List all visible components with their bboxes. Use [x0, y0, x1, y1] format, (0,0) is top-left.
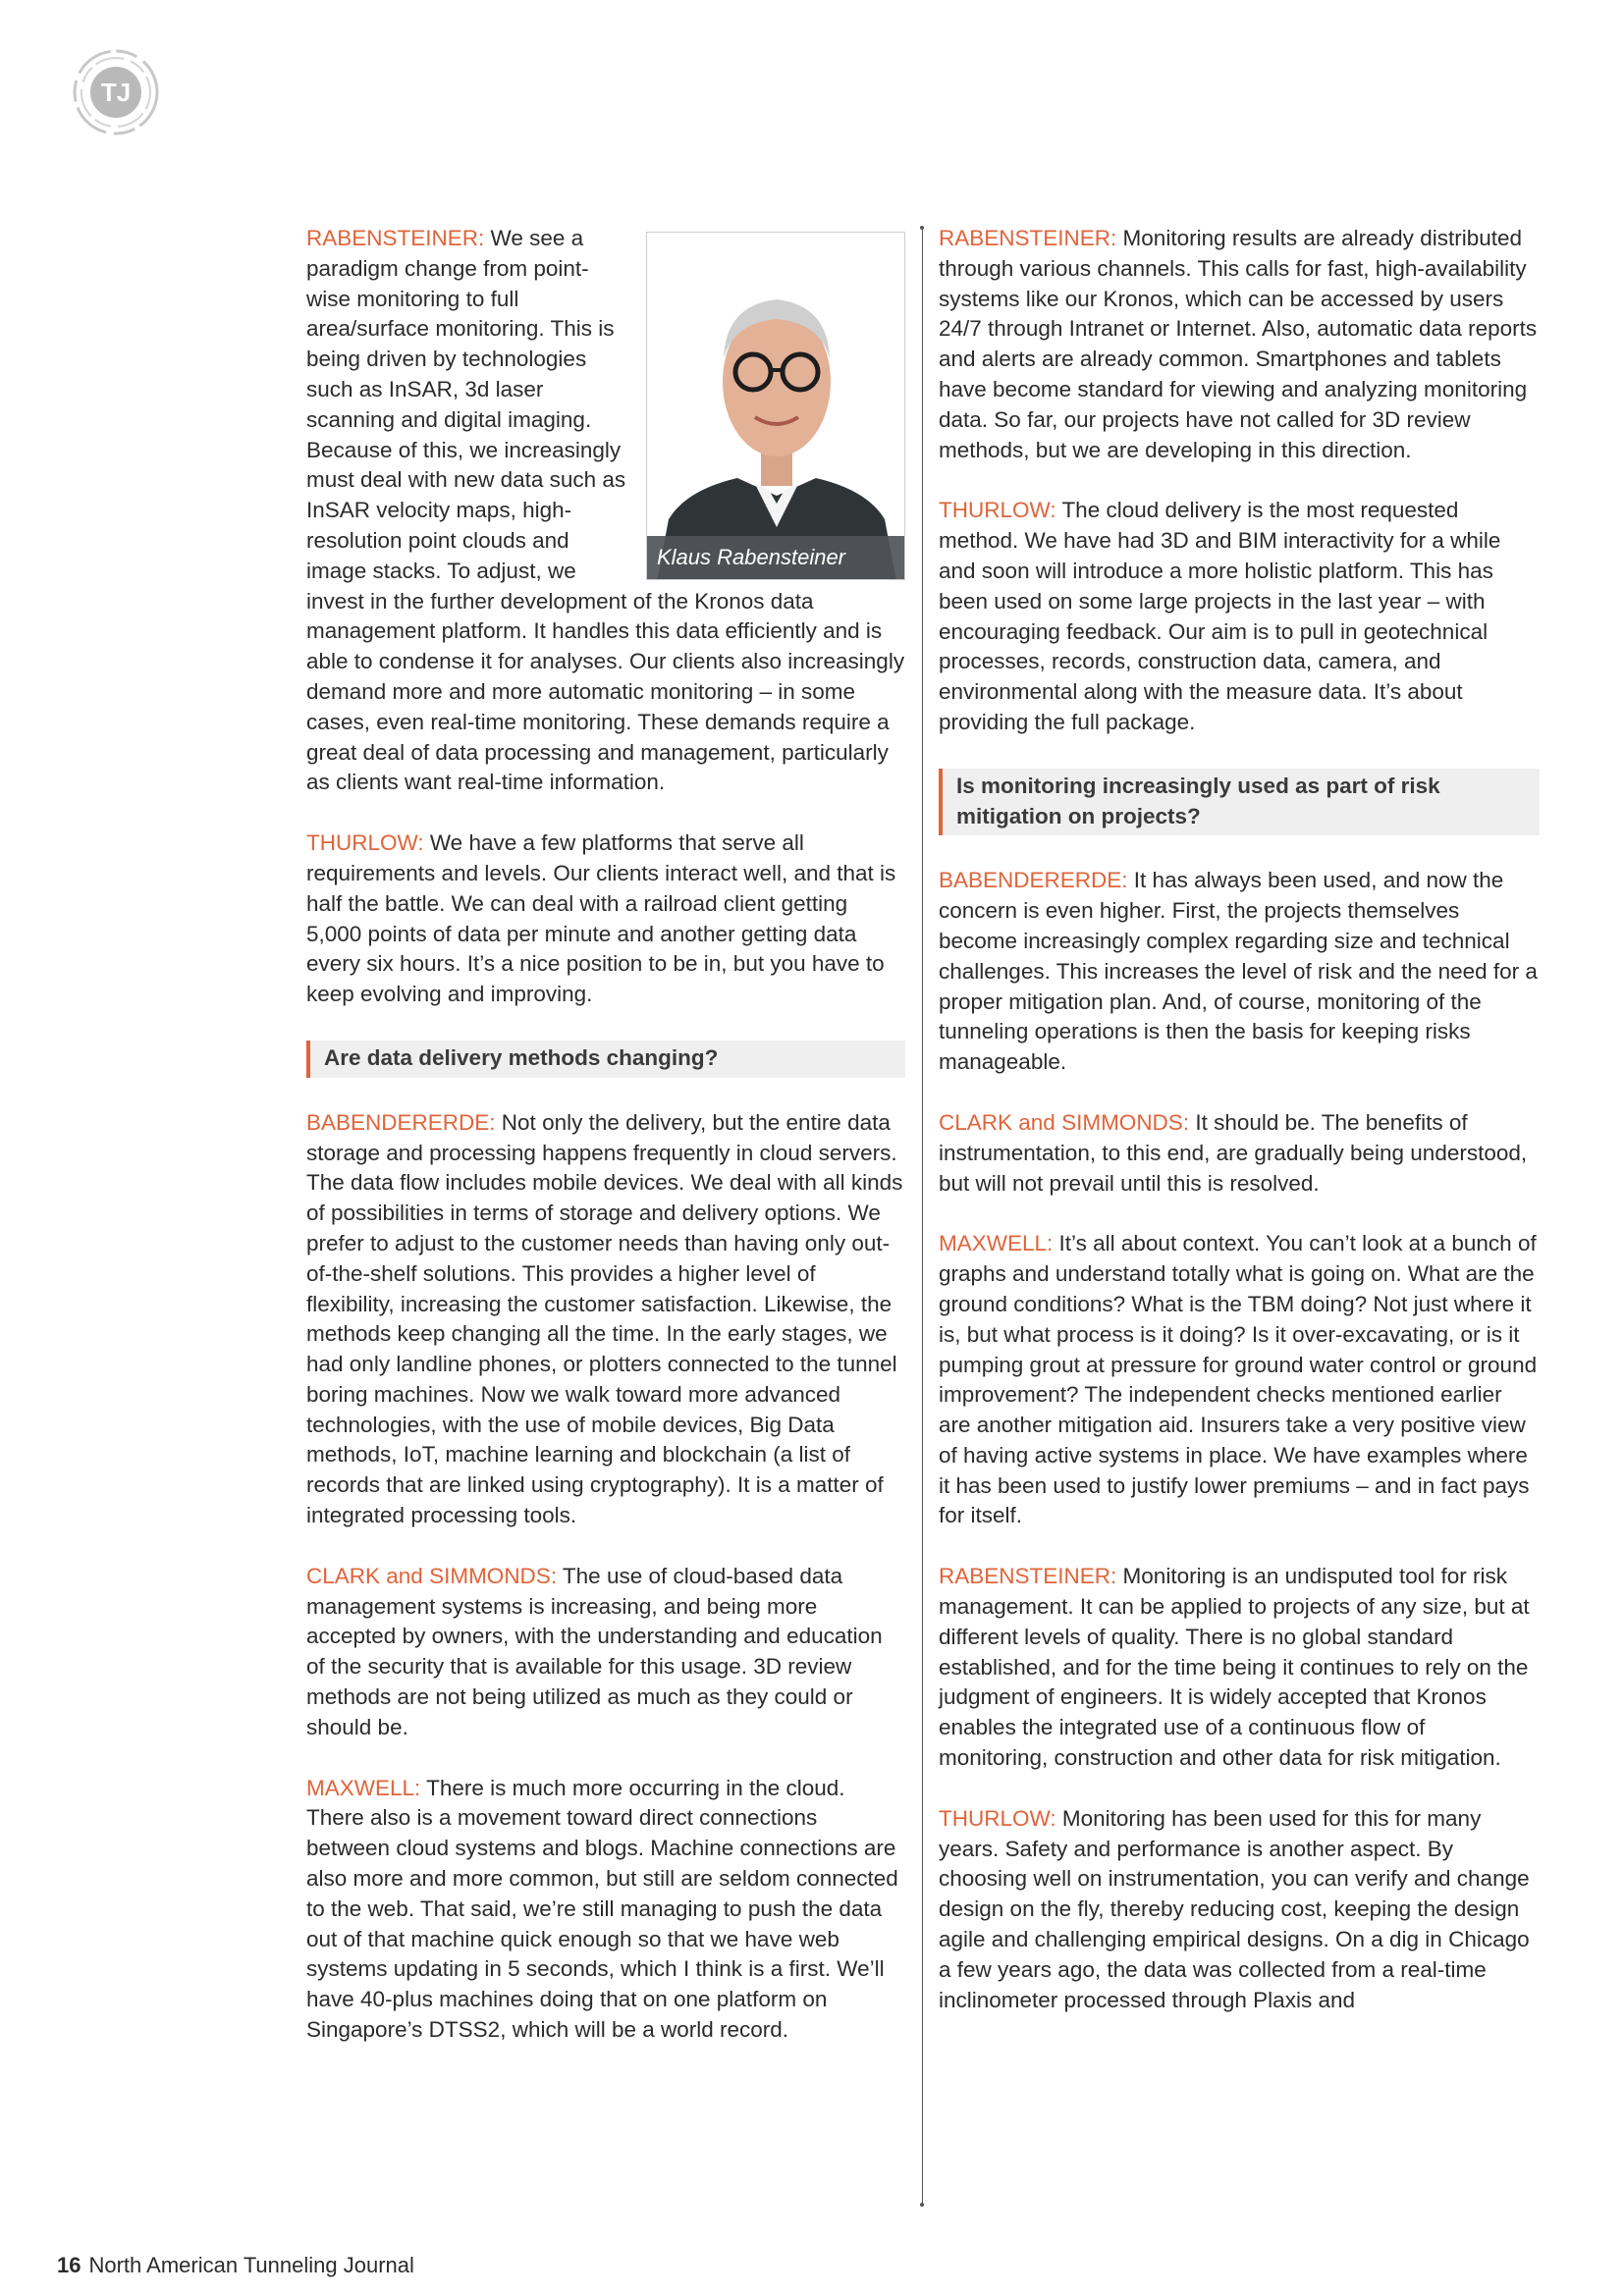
- question-heading: Are data delivery methods changing?: [306, 1041, 905, 1078]
- answer-paragraph: [306, 1774, 905, 2046]
- speaker-name: THURLOW:: [939, 1805, 1056, 1831]
- speaker-name: RABENSTEINER:: [939, 1564, 1117, 1589]
- answer-text: It has always been used, and now the concern is even higher. First, the projects themselves become increasingly complex regarding size and technical challenges. This increases the level of risk and the need for a proper mitigation plan. And, of course, monitoring of the tunneling operations is then the basis for keeping risks manageable.: [939, 868, 1538, 1075]
- question-heading: Is monitoring increasingly used as part of risk mitigation on projects?: [939, 769, 1540, 836]
- portrait-illustration: [647, 233, 905, 580]
- photo-caption: Klaus Rabensteiner: [647, 536, 904, 579]
- answer-text: We have a few platforms that serve all requirements and levels. Our clients interact well, and that is half the battle. We can deal with a railroad client getting 5,000 points of data per minute and another getting data every six hours. It’s a nice position to be in, but you have to keep evolving and improving.: [306, 830, 896, 1007]
- publication-name: North American Tunneling Journal: [88, 2253, 414, 2277]
- speaker-name: THURLOW:: [306, 830, 424, 856]
- speaker-name: MAXWELL:: [939, 1231, 1054, 1256]
- answer-paragraph: [939, 1229, 1540, 1531]
- speaker-name: RABENSTEINER:: [939, 226, 1117, 250]
- tj-logo-icon: [71, 47, 161, 137]
- speaker-name: MAXWELL:: [306, 1775, 421, 1800]
- answer-paragraph: [939, 496, 1540, 737]
- speaker-name: THURLOW:: [939, 498, 1056, 523]
- answer-text: Monitoring results are already distributed through various channels. This calls for fast, high-availability systems like our Kronos, which can be accessed by users 24/7 through Intranet or Internet. Also, automatic data reports and alerts are already common. Smartphones and tablets have become standard for viewing and analyzing monitoring data. So far, our projects have not called for 3D review methods, but we are developing in this direction.: [939, 226, 1538, 462]
- speaker-name: BABENDERERDE:: [939, 868, 1128, 893]
- answer-paragraph: [939, 1108, 1540, 1199]
- answer-text: There is much more occurring in the cloud. There also is a movement toward direct connections between cloud systems and blogs. Machine connections are also more and more common, but still are seldom connected to the web. That said, we’re still managing to push the data out of that machine quick enough so that we have web systems updating in 5 seconds, which I think is a first. We’ll have 40-plus machines doing that on one platform on Singapore’s DTSS2, which will be a world record.: [306, 1775, 898, 2043]
- answer-paragraph: [939, 866, 1540, 1078]
- answer-text: It should be. The benefits of instrumentation, to this end, are gradually being understood, but will not prevail until this is resolved.: [939, 1109, 1528, 1196]
- answer-paragraph: [939, 1562, 1540, 1774]
- speaker-name: BABENDERERDE:: [306, 1109, 496, 1135]
- answer-text: Not only the delivery, but the entire data storage and processing happens frequently in cloud servers. The data flow includes mobile devices. We deal with all kinds of possibilities in terms of storage and delivery options. We prefer to adjust to the customer needs than having only out-of-the-shelf solutions. This provides a higher level of flexibility, increasing the customer satisfaction. Likewise, the methods keep changing all the time. In the early stages, we had only landline phones, or plotters connected to the tunnel boring machines. Now we walk toward more advanced technologies, with the use of mobile devices, Big Data methods, IoT, machine learning and blockchain (a list of records that are linked using cryptography). It is a matter of integrated processing tools.: [306, 1109, 903, 1528]
- speaker-name: RABENSTEINER:: [306, 226, 485, 250]
- answer-paragraph: [306, 828, 905, 1010]
- answer-paragraph: [939, 224, 1540, 465]
- speaker-name: CLARK and SIMMONDS:: [306, 1563, 558, 1588]
- column-divider: [922, 228, 923, 2205]
- left-column: [306, 224, 905, 2076]
- svg-text:TJ: TJ: [100, 78, 132, 107]
- answer-text: Monitoring has been used for this for many years. Safety and performance is another aspect. By choosing well on instrumentation, you can verify and change design on the fly, thereby reducing cost, keeping the design agile and challenging empirical designs. On a dig in Chicago a few years ago, the data was collected from a real-time inclinometer processed through Plaxis and: [939, 1805, 1530, 2012]
- speaker-name: CLARK and SIMMONDS:: [939, 1109, 1190, 1135]
- portrait-photo: [646, 232, 905, 580]
- page-number: 16: [57, 2253, 81, 2277]
- right-column: [939, 224, 1540, 2046]
- answer-text: The use of cloud-based data management systems is increasing, and being more accepted by owners, with the understanding and education of the security that is available for this usage. 3D review methods are not being utilized as much as they could or should be.: [306, 1563, 883, 1739]
- answer-text: The cloud delivery is the most requested method. We have had 3D and BIM interactivity for a while and soon will introduce a more holistic platform. This has been used on some large projects in the last year – with encouraging feedback. Our aim is to pull in geotechnical processes, records, construction data, camera, and environmental along with the measure data. It’s about providing the full package.: [939, 498, 1501, 734]
- answer-paragraph: [306, 1562, 905, 1743]
- answer-paragraph: [306, 1108, 905, 1531]
- answer-text: Monitoring is an undisputed tool for risk management. It can be applied to projects of any size, but at different levels of quality. There is no global standard established, and for the time being it continues to rely on the judgment of engineers. It is widely accepted that Kronos enables the integrated use of a continuous flow of monitoring, construction and other data for risk mitigation.: [939, 1564, 1530, 1771]
- answer-text: It’s all about context. You can’t look at a bunch of graphs and understand totally what is going on. What are the ground conditions? What is the TBM doing? Not just where it is, but what process is it doing? Is it over-excavating, or is it pumping grout at pressure for ground water control or ground improvement? The independent checks mentioned earlier are another mitigation aid. Insurers take a very positive view of having active systems in place. We have examples where it has been used to justify lower premiums – and in fact pays for itself.: [939, 1231, 1538, 1528]
- answer-text: We see a paradigm change from point-wise monitoring to full area/surface monitoring. This is being driven by technologies such as InSAR, 3d laser scanning and digital imaging. Because of this, we increasingly must deal with new data such as InSAR velocity maps, high-resolution point clouds and image stacks. To adjust, we invest in the further development of the Kronos data management platform. It handles this data efficiently and is able to condense it for analyses. Our clients also increasingly demand more and more automatic monitoring – in some cases, even real-time monitoring. These demands require a great deal of data processing and management, particularly as clients want real-time information.: [306, 226, 905, 795]
- answer-paragraph: [939, 1804, 1540, 2016]
- page-footer: [57, 2253, 414, 2278]
